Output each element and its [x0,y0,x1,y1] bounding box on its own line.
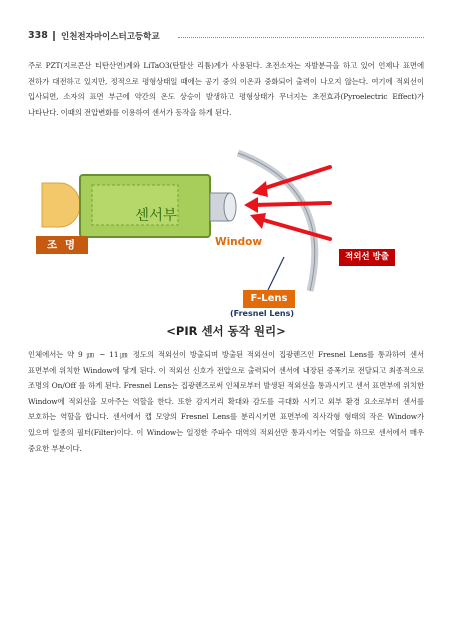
header-dotted-rule [178,37,424,38]
page-number: 338 [28,30,48,41]
window-face [224,193,236,221]
sensor-label: 센서부 [135,208,178,224]
pir-figure [30,145,422,338]
pir-diagram [30,145,422,321]
ir-arrow-3 [260,219,330,239]
page-header [28,30,424,44]
lamp-shape [42,183,80,227]
paragraph-pir-operation: 인체에서는 약 9 ㎛ ~ 11㎛ 정도의 적외선이 방출되며 방출된 적외선이 집광렌즈인 Fresnel Lens를 통과하여 센서 표면부에 위치한 Window에 닿게 된다. 이 적외선 신호가 전압으로 출력되어 센서에 내장된 증폭기로 전달되고 최종적으로 조명의 On/Off 를 하게 된다. Fresnel Lens는 집광렌즈로써 인체로부터 발생된 적외선을 통과시키고 센서 표면부에 위치한 Window에 적외선을 모아주는 역할을 한다. 또한 감지거리 확대와 감도를 극대화 시키고 외부 환경 요소로부터 센서를 보호하는 역할을 합니다. 센서에서 캡 모양의 Fresnel Lens를 분리시키면 표면부에 직사각형 형태의 작은 Window가 있으며 일종의 필터(Filter)이다. 이 Window는 일정한 주파수 대역의 적외선만 통과시키는 역할을 하므로 센서에서 매우 중요한 부분이다. [28,350,424,453]
flens-pointer [268,257,284,290]
flens-label: F-Lens [243,290,295,308]
header-separator [53,31,55,41]
window-label: Window [215,236,263,248]
light-label: 조 명 [36,236,88,254]
ir-arrow-2 [254,203,330,205]
fresnel-label: (Fresnel Lens) [230,309,295,318]
paragraph-pyroelectric: 주로 PZT(지르콘산 티탄산연)계와 LiTaO3(탄탈산 리튬)계가 사용된다. 초전소자는 자발분극을 하고 있어 언제나 표면에 전하가 대전하고 있지만, 정적으로 평형상태일 때에는 공기 중의 이온과 중화되어 출력이 나오지 않는다. 여기에 적외선이 입사되면, 소자의 표면 부근에 약간의 온도 상승이 발생하고 평형상태가 무너지는 초전효과(Pyroelectric Effect)가 나타난다. 이때의 전압변화를 이용하여 센서가 동작을 하게 된다. [28,61,424,117]
figure-caption: <PIR 센서 동작 원리> [166,324,286,338]
ir-emission-label: 적외선 방출 [339,249,395,266]
school-name: 인천전자마이스터고등학교 [61,32,160,42]
